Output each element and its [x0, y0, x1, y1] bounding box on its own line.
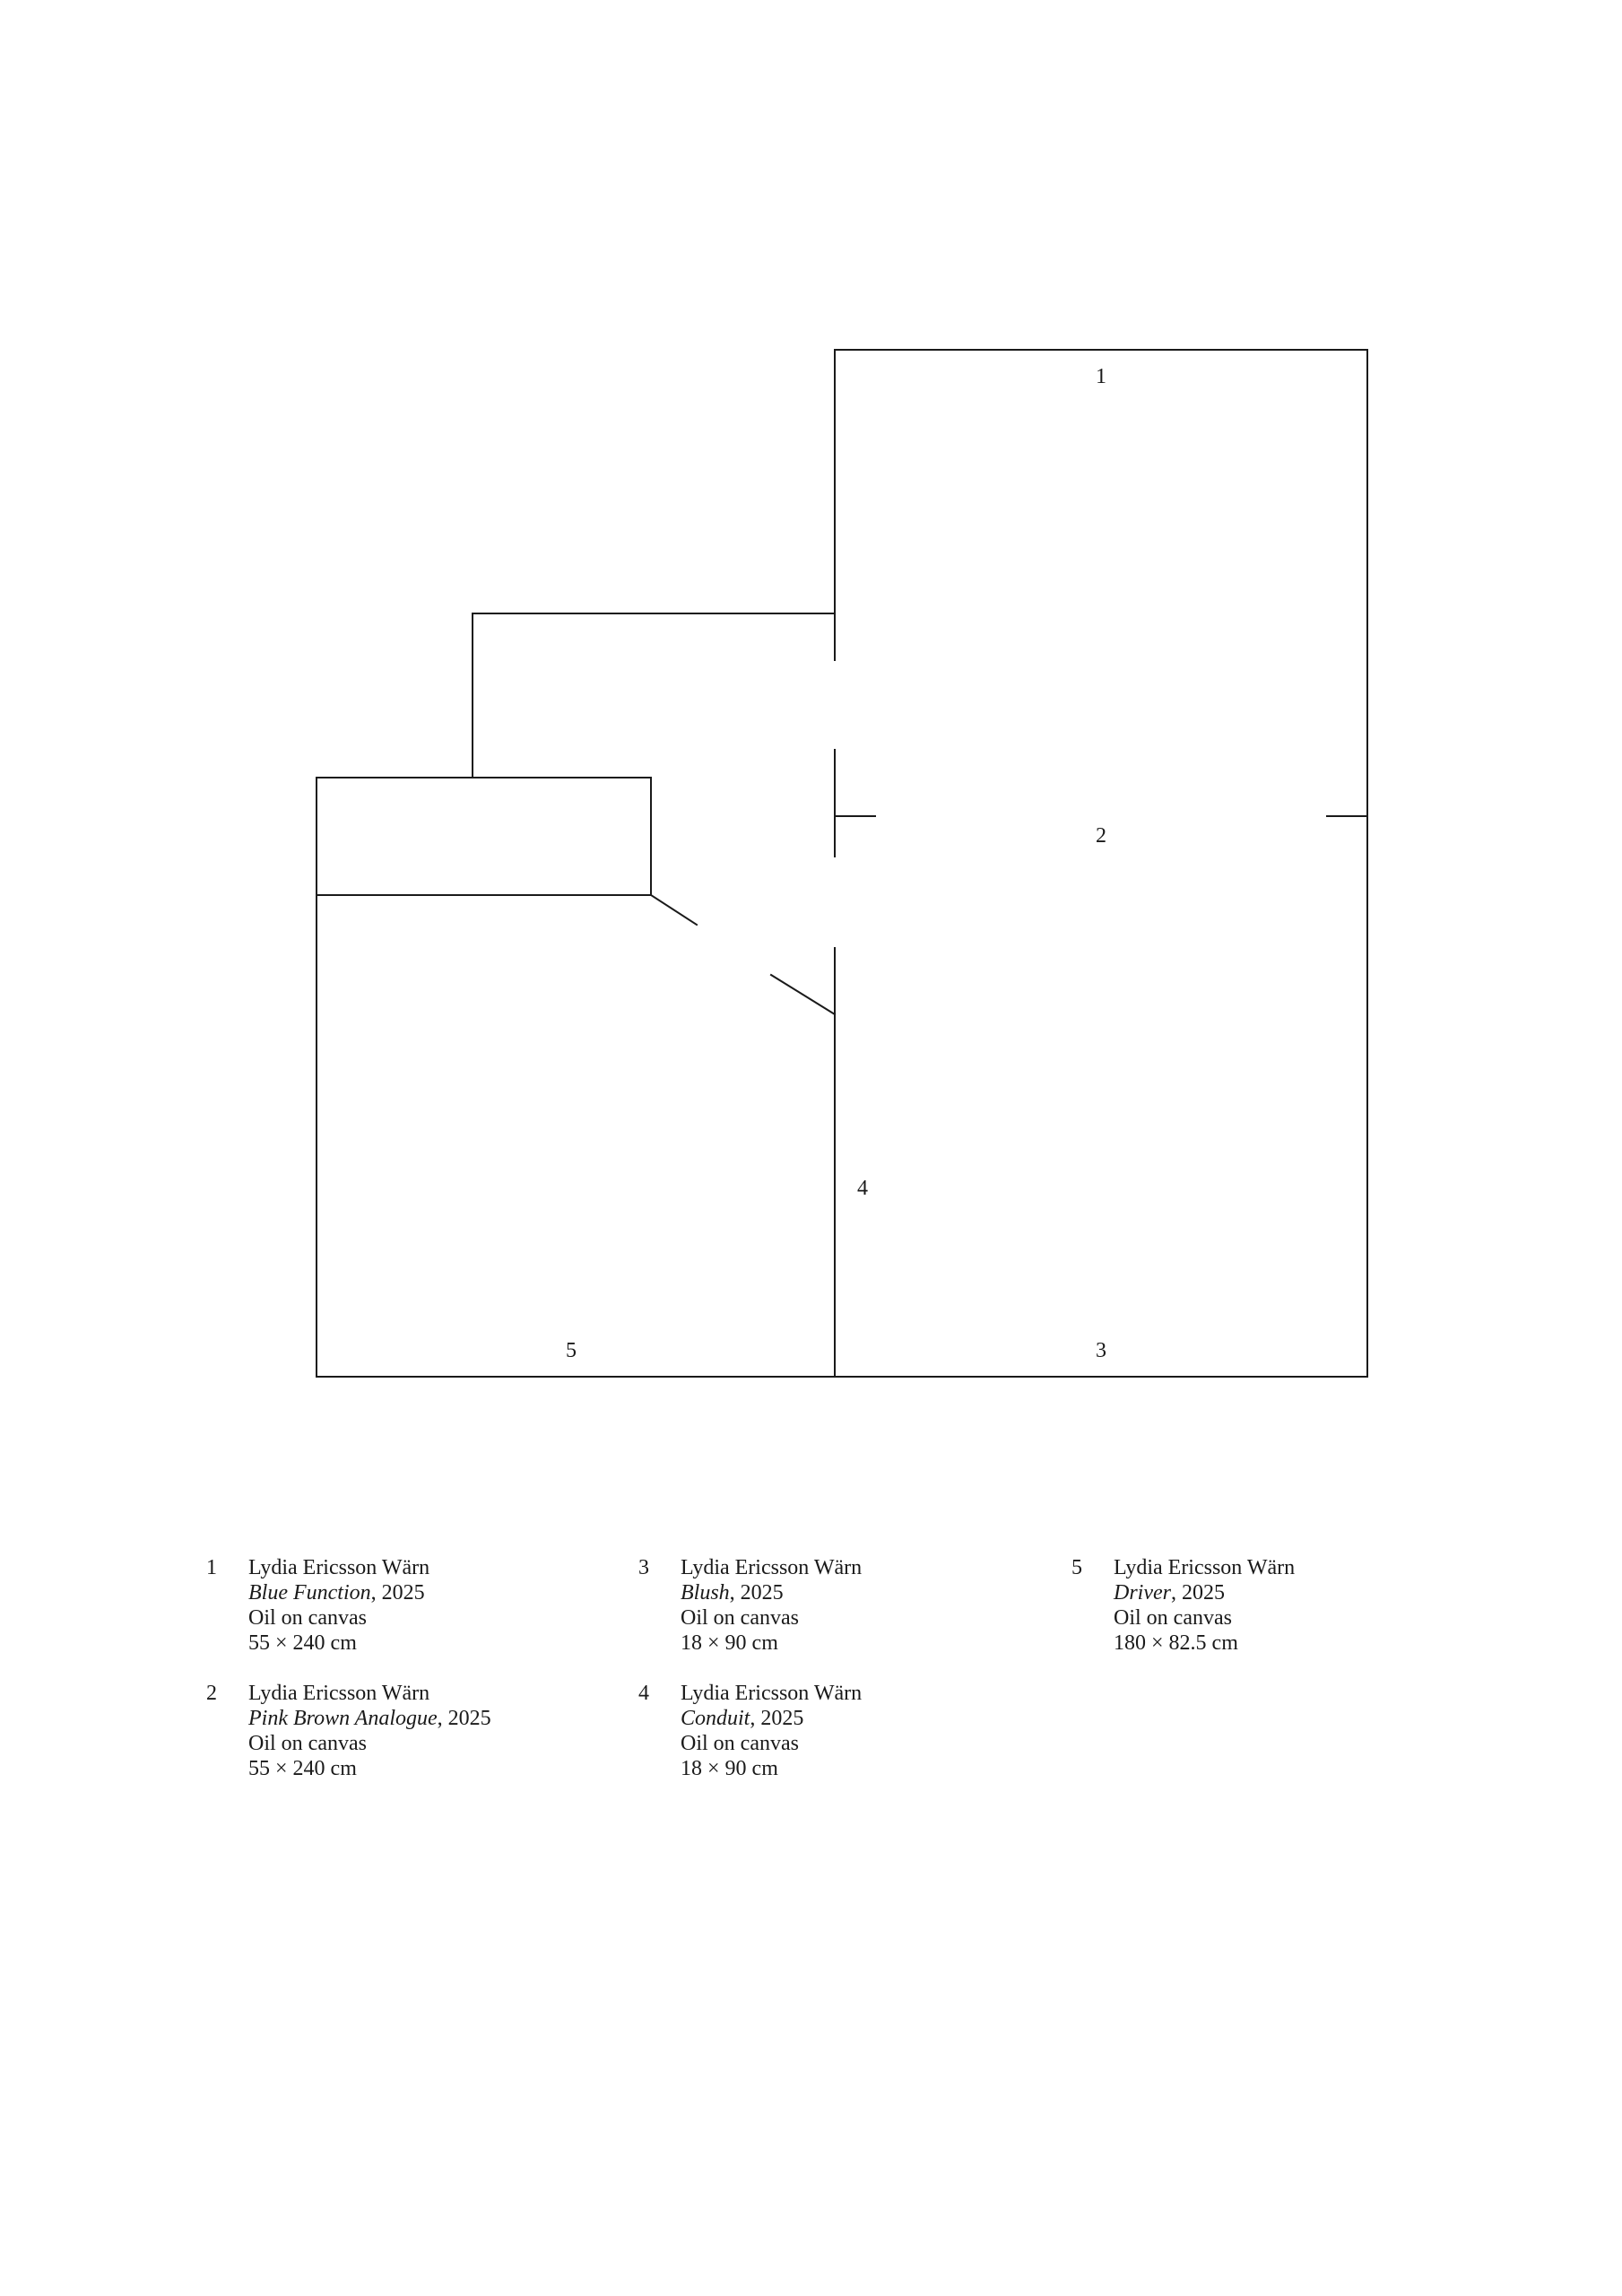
work-title-line: [681, 1580, 862, 1605]
work-checklist: [0, 1544, 1622, 1778]
work-dimensions: 18 × 90 cm: [681, 1631, 778, 1655]
work-title: Conduit: [681, 1707, 750, 1730]
wall-label-1: 1: [1096, 365, 1106, 388]
work-dimensions: 180 × 82.5 cm: [1114, 1631, 1238, 1655]
work-artist: Lydia Ericsson Wärn: [248, 1556, 430, 1579]
work-title: Blue Function: [248, 1581, 371, 1605]
work-title: Blush: [681, 1581, 730, 1605]
work-number: 5: [1071, 1556, 1082, 1579]
work-year: , 2025: [1170, 1581, 1225, 1605]
work-artist: Lydia Ericsson Wärn: [681, 1556, 863, 1579]
right-room-outline: [835, 350, 1367, 1377]
door-segment-lower: [771, 975, 835, 1014]
work-year: , 2025: [750, 1707, 804, 1730]
work-title-line: [248, 1706, 491, 1731]
work-year: , 2025: [370, 1581, 425, 1605]
work-title-line: [1114, 1580, 1295, 1605]
door-segment-upper: [651, 895, 697, 925]
work-artist: Lydia Ericsson Wärn: [681, 1682, 863, 1705]
work-dimensions: 55 × 240 cm: [248, 1757, 357, 1780]
wall-label-5: 5: [566, 1339, 577, 1362]
wall-label-2: 2: [1096, 824, 1106, 848]
work-number: 2: [206, 1682, 217, 1705]
work-title: Pink Brown Analogue: [248, 1707, 438, 1730]
work-dimensions: 18 × 90 cm: [681, 1757, 778, 1780]
lower-left-room-outline: [317, 895, 835, 1377]
work-year: , 2025: [437, 1707, 491, 1730]
work-medium: Oil on canvas: [681, 1732, 799, 1755]
small-block-outline: [317, 778, 651, 895]
wall-label-4: 4: [857, 1177, 868, 1200]
work-medium: Oil on canvas: [681, 1606, 799, 1630]
work-year: , 2025: [729, 1581, 784, 1605]
work-artist: Lydia Ericsson Wärn: [248, 1682, 430, 1705]
work-medium: Oil on canvas: [248, 1606, 367, 1630]
annex-outline: [473, 613, 835, 778]
work-number: 1: [206, 1556, 217, 1579]
work-number: 4: [638, 1682, 649, 1705]
work-title-line: [681, 1706, 862, 1731]
work-medium: Oil on canvas: [248, 1732, 367, 1755]
wall-label-3: 3: [1096, 1339, 1106, 1362]
work-title-line: [248, 1580, 429, 1605]
work-dimensions: 55 × 240 cm: [248, 1631, 357, 1655]
work-number: 3: [638, 1556, 649, 1579]
work-title: Driver: [1114, 1581, 1171, 1605]
work-artist: Lydia Ericsson Wärn: [1114, 1556, 1296, 1579]
work-medium: Oil on canvas: [1114, 1606, 1232, 1630]
